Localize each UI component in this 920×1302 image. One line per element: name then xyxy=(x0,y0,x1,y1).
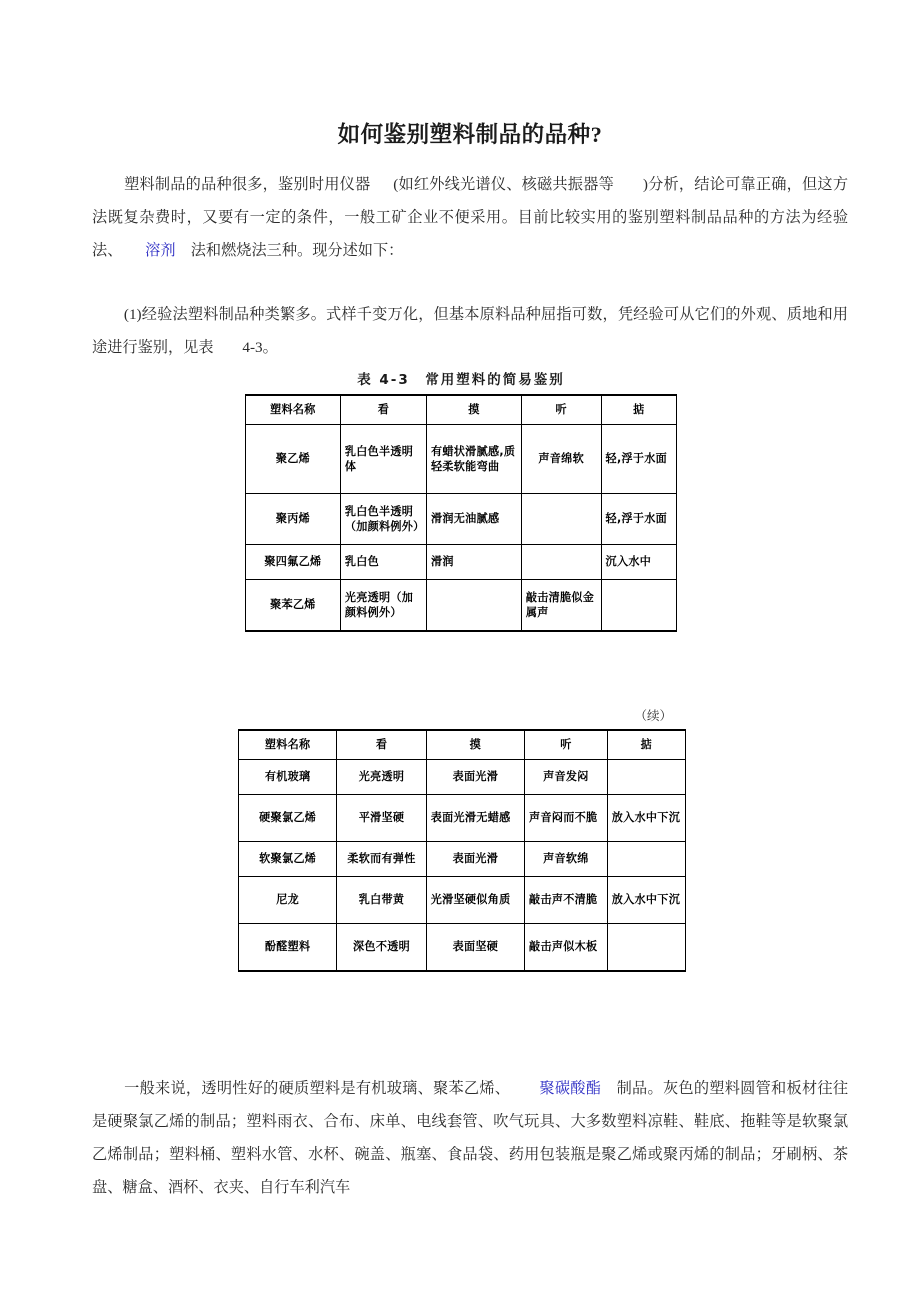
cell-touch xyxy=(427,580,522,632)
cell-plastic-name: 有机玻璃 xyxy=(239,760,337,795)
column-header-hear: 听 xyxy=(525,730,608,760)
cell-hear: 声音发闷 xyxy=(525,760,608,795)
cell-touch: 光滑坚硬似角质 xyxy=(426,877,524,924)
column-header-hear: 听 xyxy=(521,395,601,425)
column-header-heft: 掂 xyxy=(601,395,676,425)
paragraph-general-description xyxy=(92,1072,848,1204)
cell-heft xyxy=(601,580,676,632)
cell-look: 平滑坚硬 xyxy=(337,795,426,842)
cell-look: 柔软而有弹性 xyxy=(337,842,426,877)
page-title: 如何鉴别塑料制品的品种? xyxy=(337,122,603,148)
cell-heft: 轻,浮于水面 xyxy=(601,425,676,494)
cell-touch: 有蜡状滑腻感,质轻柔软能弯曲 xyxy=(427,425,522,494)
column-header-touch: 摸 xyxy=(427,395,522,425)
table-plastics-identification-continued xyxy=(238,729,686,972)
cell-look: 乳白色半透明体 xyxy=(340,425,426,494)
cell-heft: 沉入水中 xyxy=(601,545,676,580)
cell-touch: 滑润无油腻感 xyxy=(427,494,522,545)
cell-look: 光亮透明 xyxy=(337,760,426,795)
cell-hear: 敲击声不清脆 xyxy=(525,877,608,924)
cell-touch: 表面光滑 xyxy=(426,842,524,877)
table-row xyxy=(239,842,686,877)
table-header-row xyxy=(239,730,686,760)
cell-look: 乳白带黄 xyxy=(337,877,426,924)
column-header-name: 塑料名称 xyxy=(246,395,341,425)
cell-hear xyxy=(521,545,601,580)
figure-caption: 表 4-3 常用塑料的简易鉴别 xyxy=(357,372,565,388)
column-header-look: 看 xyxy=(337,730,426,760)
paragraph-general-part-a: 一般来说，透明性好的硬质塑料是有机玻璃、聚苯乙烯、 xyxy=(123,1080,511,1097)
paragraph-experience-method xyxy=(92,298,848,364)
paragraph-intro-part-c: )分析，结论可靠正确，但这方法既复杂费时，又要有一定的条件，一般工矿企业不便采用。目前比较实用的鉴别塑料制品品种的方法为经验法、 xyxy=(92,176,849,259)
cell-plastic-name: 聚四氟乙烯 xyxy=(246,545,341,580)
cell-hear xyxy=(521,494,601,545)
cell-look: 乳白色半透明（加颜料例外） xyxy=(340,494,426,545)
table-row xyxy=(239,795,686,842)
cell-heft xyxy=(607,842,685,877)
cell-heft xyxy=(607,924,685,972)
cell-look: 光亮透明（加颜料例外） xyxy=(340,580,426,632)
paragraph-intro-part-a: 塑料制品的品种很多，鉴别时用仪器 xyxy=(123,176,371,193)
cell-touch: 表面光滑 xyxy=(426,760,524,795)
table-row xyxy=(246,580,677,632)
table-row xyxy=(239,877,686,924)
paragraph-general-part-b: 制品。灰色的塑料圆管和板材往往是硬聚氯乙烯的制品；塑料雨衣、合布、床单、电线套管、吹气玩具、大多数塑料凉鞋、鞋底、拖鞋等是软聚氯乙烯制品；塑料桶、塑料水管、水杯、碗盖、瓶塞、食品袋、药用包装瓶是聚乙烯或聚丙烯的制品；牙刷柄、茶盘、糖盒、酒杯、衣夹、自行车利汽车 xyxy=(92,1080,849,1196)
cell-hear: 敲击声似木板 xyxy=(525,924,608,972)
cell-look: 乳白色 xyxy=(340,545,426,580)
link-solvent[interactable]: 溶剂 xyxy=(145,242,176,259)
figure-continued-label: （续） xyxy=(634,708,672,723)
cell-plastic-name: 尼龙 xyxy=(239,877,337,924)
paragraph-experience-part-b: 4-3。 xyxy=(242,339,278,356)
paragraph-intro-part-b: (如红外线光谱仪、核磁共振器等 xyxy=(393,176,614,193)
table-header-row xyxy=(246,395,677,425)
table-row xyxy=(246,425,677,494)
table-plastics-identification xyxy=(245,394,677,632)
table-row xyxy=(246,545,677,580)
column-header-name: 塑料名称 xyxy=(239,730,337,760)
figure-table-4-3 xyxy=(245,368,677,684)
cell-plastic-name: 聚丙烯 xyxy=(246,494,341,545)
table-row xyxy=(239,760,686,795)
column-header-heft: 掂 xyxy=(607,730,685,760)
table-row xyxy=(246,494,677,545)
cell-look: 深色不透明 xyxy=(337,924,426,972)
table-row xyxy=(239,924,686,972)
cell-heft: 轻,浮于水面 xyxy=(601,494,676,545)
cell-heft: 放入水中下沉 xyxy=(607,877,685,924)
paragraph-intro-part-d: 法和燃烧法三种。现分述如下： xyxy=(190,242,404,259)
cell-touch: 滑润 xyxy=(427,545,522,580)
cell-hear: 声音软绵 xyxy=(525,842,608,877)
cell-plastic-name: 聚乙烯 xyxy=(246,425,341,494)
cell-plastic-name: 聚苯乙烯 xyxy=(246,580,341,632)
column-header-touch: 摸 xyxy=(426,730,524,760)
cell-heft xyxy=(607,760,685,795)
cell-heft: 放入水中下沉 xyxy=(607,795,685,842)
cell-plastic-name: 硬聚氯乙烯 xyxy=(239,795,337,842)
paragraph-experience-part-a: (1)经验法塑料制品种类繁多。式样千变万化，但基本原料品种屈指可数，凭经验可从它们的外观、质地和用途进行鉴别，见表 xyxy=(92,306,848,356)
link-polycarbonate[interactable]: 聚碳酸酯 xyxy=(539,1080,602,1097)
paragraph-intro xyxy=(92,168,848,267)
cell-touch: 表面坚硬 xyxy=(426,924,524,972)
cell-hear: 敲击清脆似金属声 xyxy=(521,580,601,632)
cell-hear: 声音绵软 xyxy=(521,425,601,494)
cell-hear: 声音闷而不脆 xyxy=(525,795,608,842)
cell-plastic-name: 酚醛塑料 xyxy=(239,924,337,972)
cell-plastic-name: 软聚氯乙烯 xyxy=(239,842,337,877)
column-header-look: 看 xyxy=(340,395,426,425)
cell-touch: 表面光滑无蜡感 xyxy=(426,795,524,842)
figure-table-4-3-continued xyxy=(238,706,686,1051)
